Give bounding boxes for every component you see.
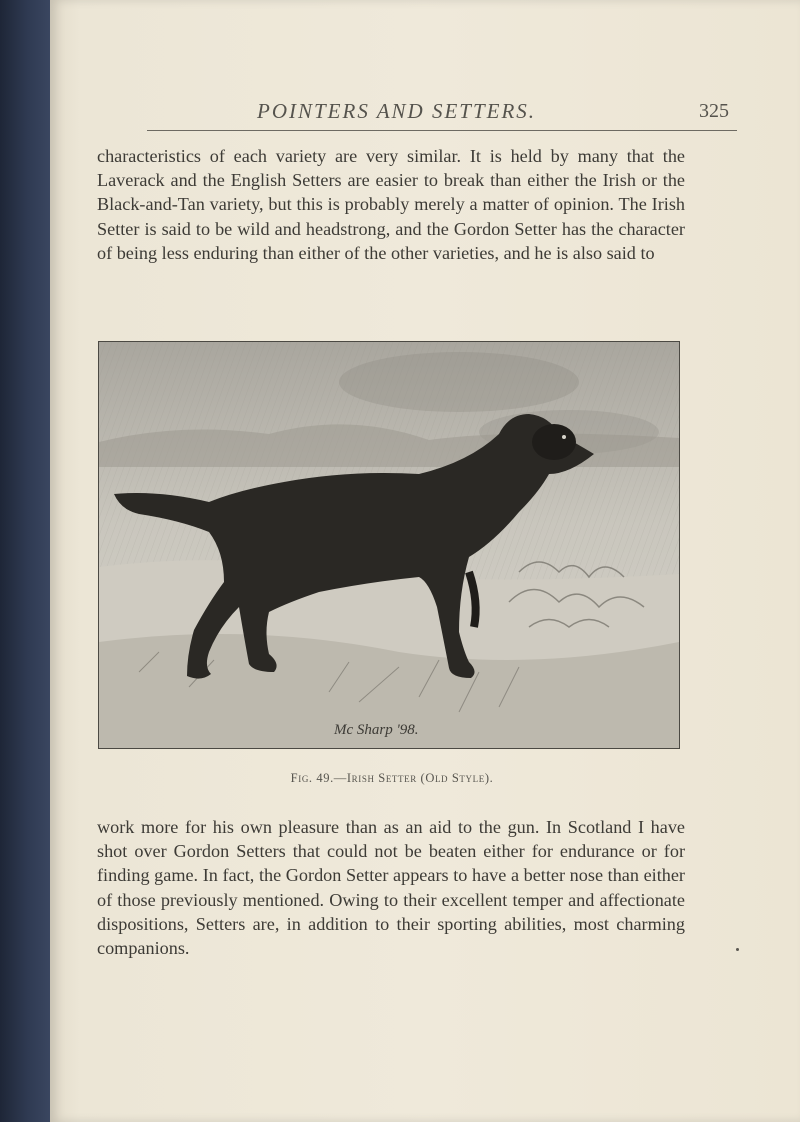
artist-signature: Mc Sharp '98.	[334, 722, 419, 738]
figure-illustration	[98, 341, 680, 749]
page-number: 325	[699, 100, 729, 122]
running-header	[147, 96, 737, 131]
body-paragraph-top: characteristics of each variety are very similar. It is held by many that the Laverack and the English Setters are easier to break than either the Irish or the Black-and-Tan variety, but this is probably merely a matter of opinion. The Irish Setter is said to be wild and headstrong, and the Gordon Setter has the character of being less enduring than either of the other varieties, and he is also said to	[97, 146, 685, 263]
book-binding-edge	[0, 0, 50, 1122]
irish-setter-engraving-icon	[99, 342, 679, 748]
body-paragraph-bottom: work more for his own pleasure than as an aid to the gun. In Scotland I have shot over Gordon Setters that could not be beaten either for endurance or for finding game. In fact, the Gordon Setter appears to have a better nose than either of those previously mentioned. Owing to their excellent temper and affectionate dispositions, Setters are, in addition to their sporting abilities, most charming companions.	[97, 817, 685, 959]
running-title: POINTERS AND SETTERS.	[257, 99, 537, 123]
figure-caption: Fig. 49.—Irish Setter (Old Style).	[290, 771, 494, 785]
margin-mark	[736, 948, 739, 951]
